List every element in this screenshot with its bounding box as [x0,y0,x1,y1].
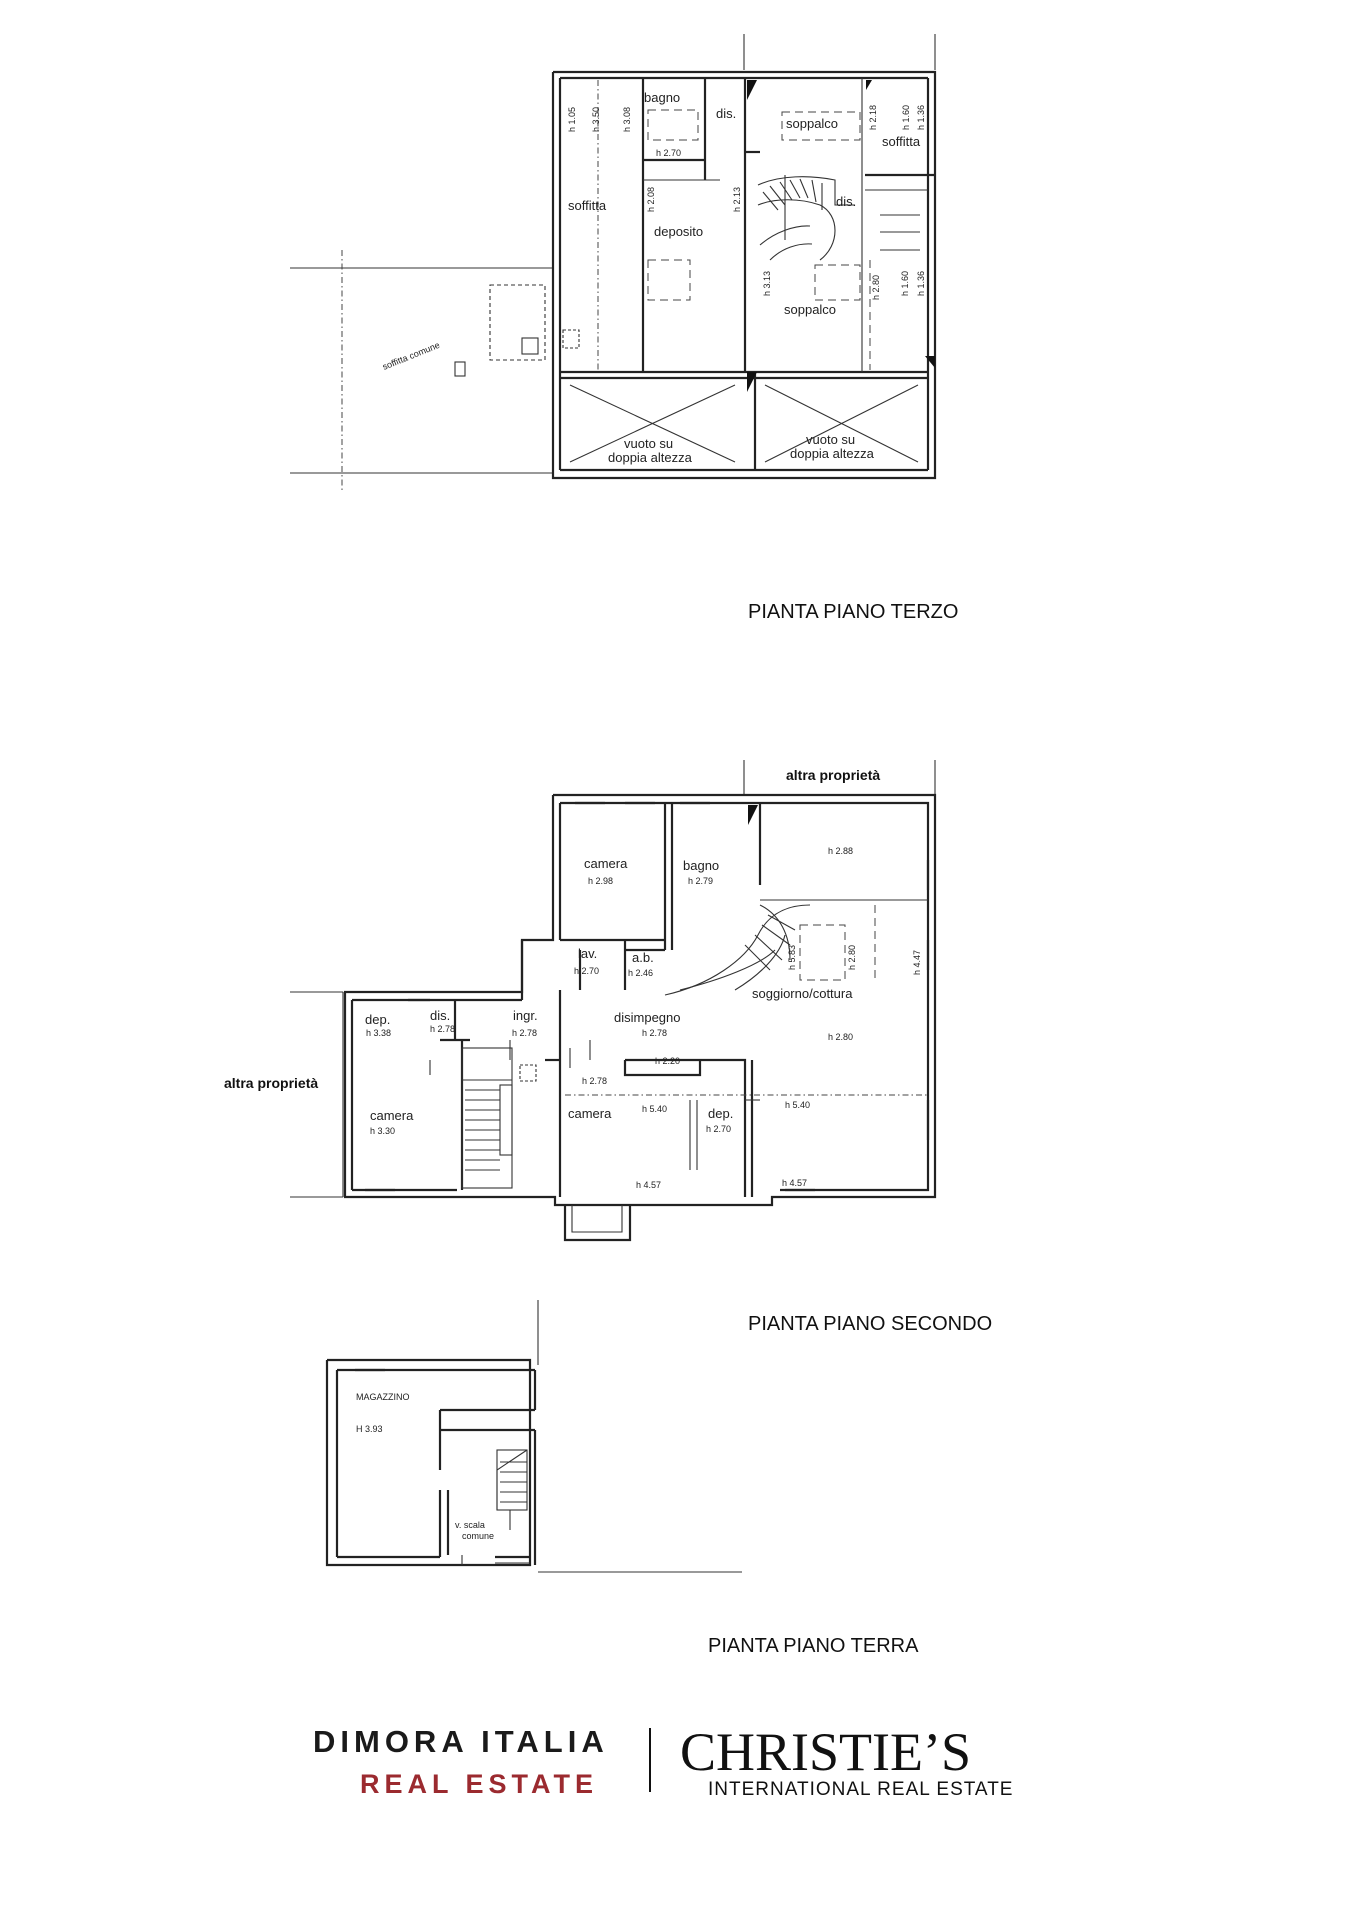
height-t11: h 2.80 [871,274,881,300]
height-s-220: h 2.20 [655,1056,681,1066]
height-s-cam1: h 2.98 [588,876,614,886]
label-deposito: deposito [654,224,704,239]
label-vuoto-2b: doppia altezza [790,446,874,461]
label-vuoto-1a: vuoto su [624,436,674,451]
height-s-ab: h 2.46 [628,968,654,978]
label-vscala-a: v. scala [455,1520,485,1530]
plan-terzo [290,34,958,623]
label-camera-2: camera [568,1106,612,1121]
height-s-sogg-top: h 2.88 [828,846,854,856]
label-magazzino: MAGAZZINO [356,1392,410,1402]
height-s-disimp: h 2.78 [642,1028,668,1038]
label-vuoto-1b: doppia altezza [608,450,692,465]
height-s-ingr: h 2.78 [512,1028,538,1038]
height-s-v1: h 5.83 [787,944,797,970]
label-dep-2: dep. [708,1106,734,1121]
height-t8: h 1.60 [901,104,911,130]
height-t5: h 2.08 [646,186,656,212]
brand-international-real-estate: INTERNATIONAL REAL ESTATE [708,1779,1014,1800]
label-soffitta-comune: soffitta comune [381,339,442,372]
height-t4: h 2.70 [656,148,682,158]
height-s-cam3: h 3.30 [370,1126,396,1136]
label-vscala-b: comune [462,1531,495,1541]
label-soffitta-left: soffitta [568,198,607,213]
title-piano-terzo: PIANTA PIANO TERZO [748,601,959,623]
label-vuoto-2a: vuoto su [806,432,856,447]
height-s-dep1: h 3.38 [366,1028,392,1038]
height-s-bagno: h 2.79 [688,876,714,886]
label-dis-1: dis. [716,106,737,121]
label-camera-3: camera [370,1108,414,1123]
label-dep-1: dep. [365,1012,391,1027]
height-t3: h 3.08 [622,106,632,132]
height-s-278b: h 2.78 [582,1076,608,1086]
brand-christies: CHRISTIE’S [680,1722,972,1782]
brand-real-estate: REAL ESTATE [360,1769,599,1799]
title-piano-terra: PIANTA PIANO TERRA [708,1635,919,1657]
label-dis: dis. [430,1008,451,1023]
height-s-lav: h 2.70 [574,966,600,976]
title-piano-secondo: PIANTA PIANO SECONDO [748,1313,993,1335]
height-s-dis: h 2.78 [430,1024,456,1034]
label-bagno-2: bagno [683,858,720,873]
label-magazzino-height: H 3.93 [356,1424,383,1434]
brand-dimora-italia: DIMORA ITALIA [313,1724,609,1759]
label-soggiorno-cottura: soggiorno/cottura [752,986,853,1001]
label-lav: lav. [578,946,598,961]
label-ab: a.b. [632,950,654,965]
height-t10: h 3.13 [762,270,772,296]
height-s-540a: h 5.40 [642,1104,668,1114]
plan-terra [327,1300,919,1657]
height-t9: h 1.36 [916,104,926,130]
height-t1: h 1.05 [567,106,577,132]
label-soffitta-right: soffitta [882,134,921,149]
height-t2: h 3.50 [591,106,601,132]
label-bagno: bagno [644,90,681,105]
height-s-457b: h 4.57 [782,1178,808,1188]
height-s-457a: h 4.57 [636,1180,662,1190]
height-t7: h 2.18 [868,104,878,130]
height-s-dep2: h 2.70 [706,1124,732,1134]
height-s-v3: h 4.47 [912,949,922,975]
height-s-v2: h 2.80 [847,944,857,970]
height-s-540b: h 5.40 [785,1100,811,1110]
height-t6: h 2.13 [732,186,742,212]
height-s-sogg: h 2.80 [828,1032,854,1042]
label-altra-proprieta-top: altra proprietà [786,767,881,783]
height-t12: h 1.60 [900,270,910,296]
label-ingr: ingr. [513,1008,538,1023]
label-soppalco-2: soppalco [784,302,837,317]
plan-secondo [224,760,992,1335]
label-soppalco-1: soppalco [786,116,839,131]
label-camera-1: camera [584,856,628,871]
branding [313,1722,1013,1800]
height-t13: h 1.36 [916,270,926,296]
label-altra-proprieta-left: altra proprietà [224,1075,319,1091]
label-dis-2: dis. [836,194,857,209]
label-disimpegno: disimpegno [614,1010,681,1025]
